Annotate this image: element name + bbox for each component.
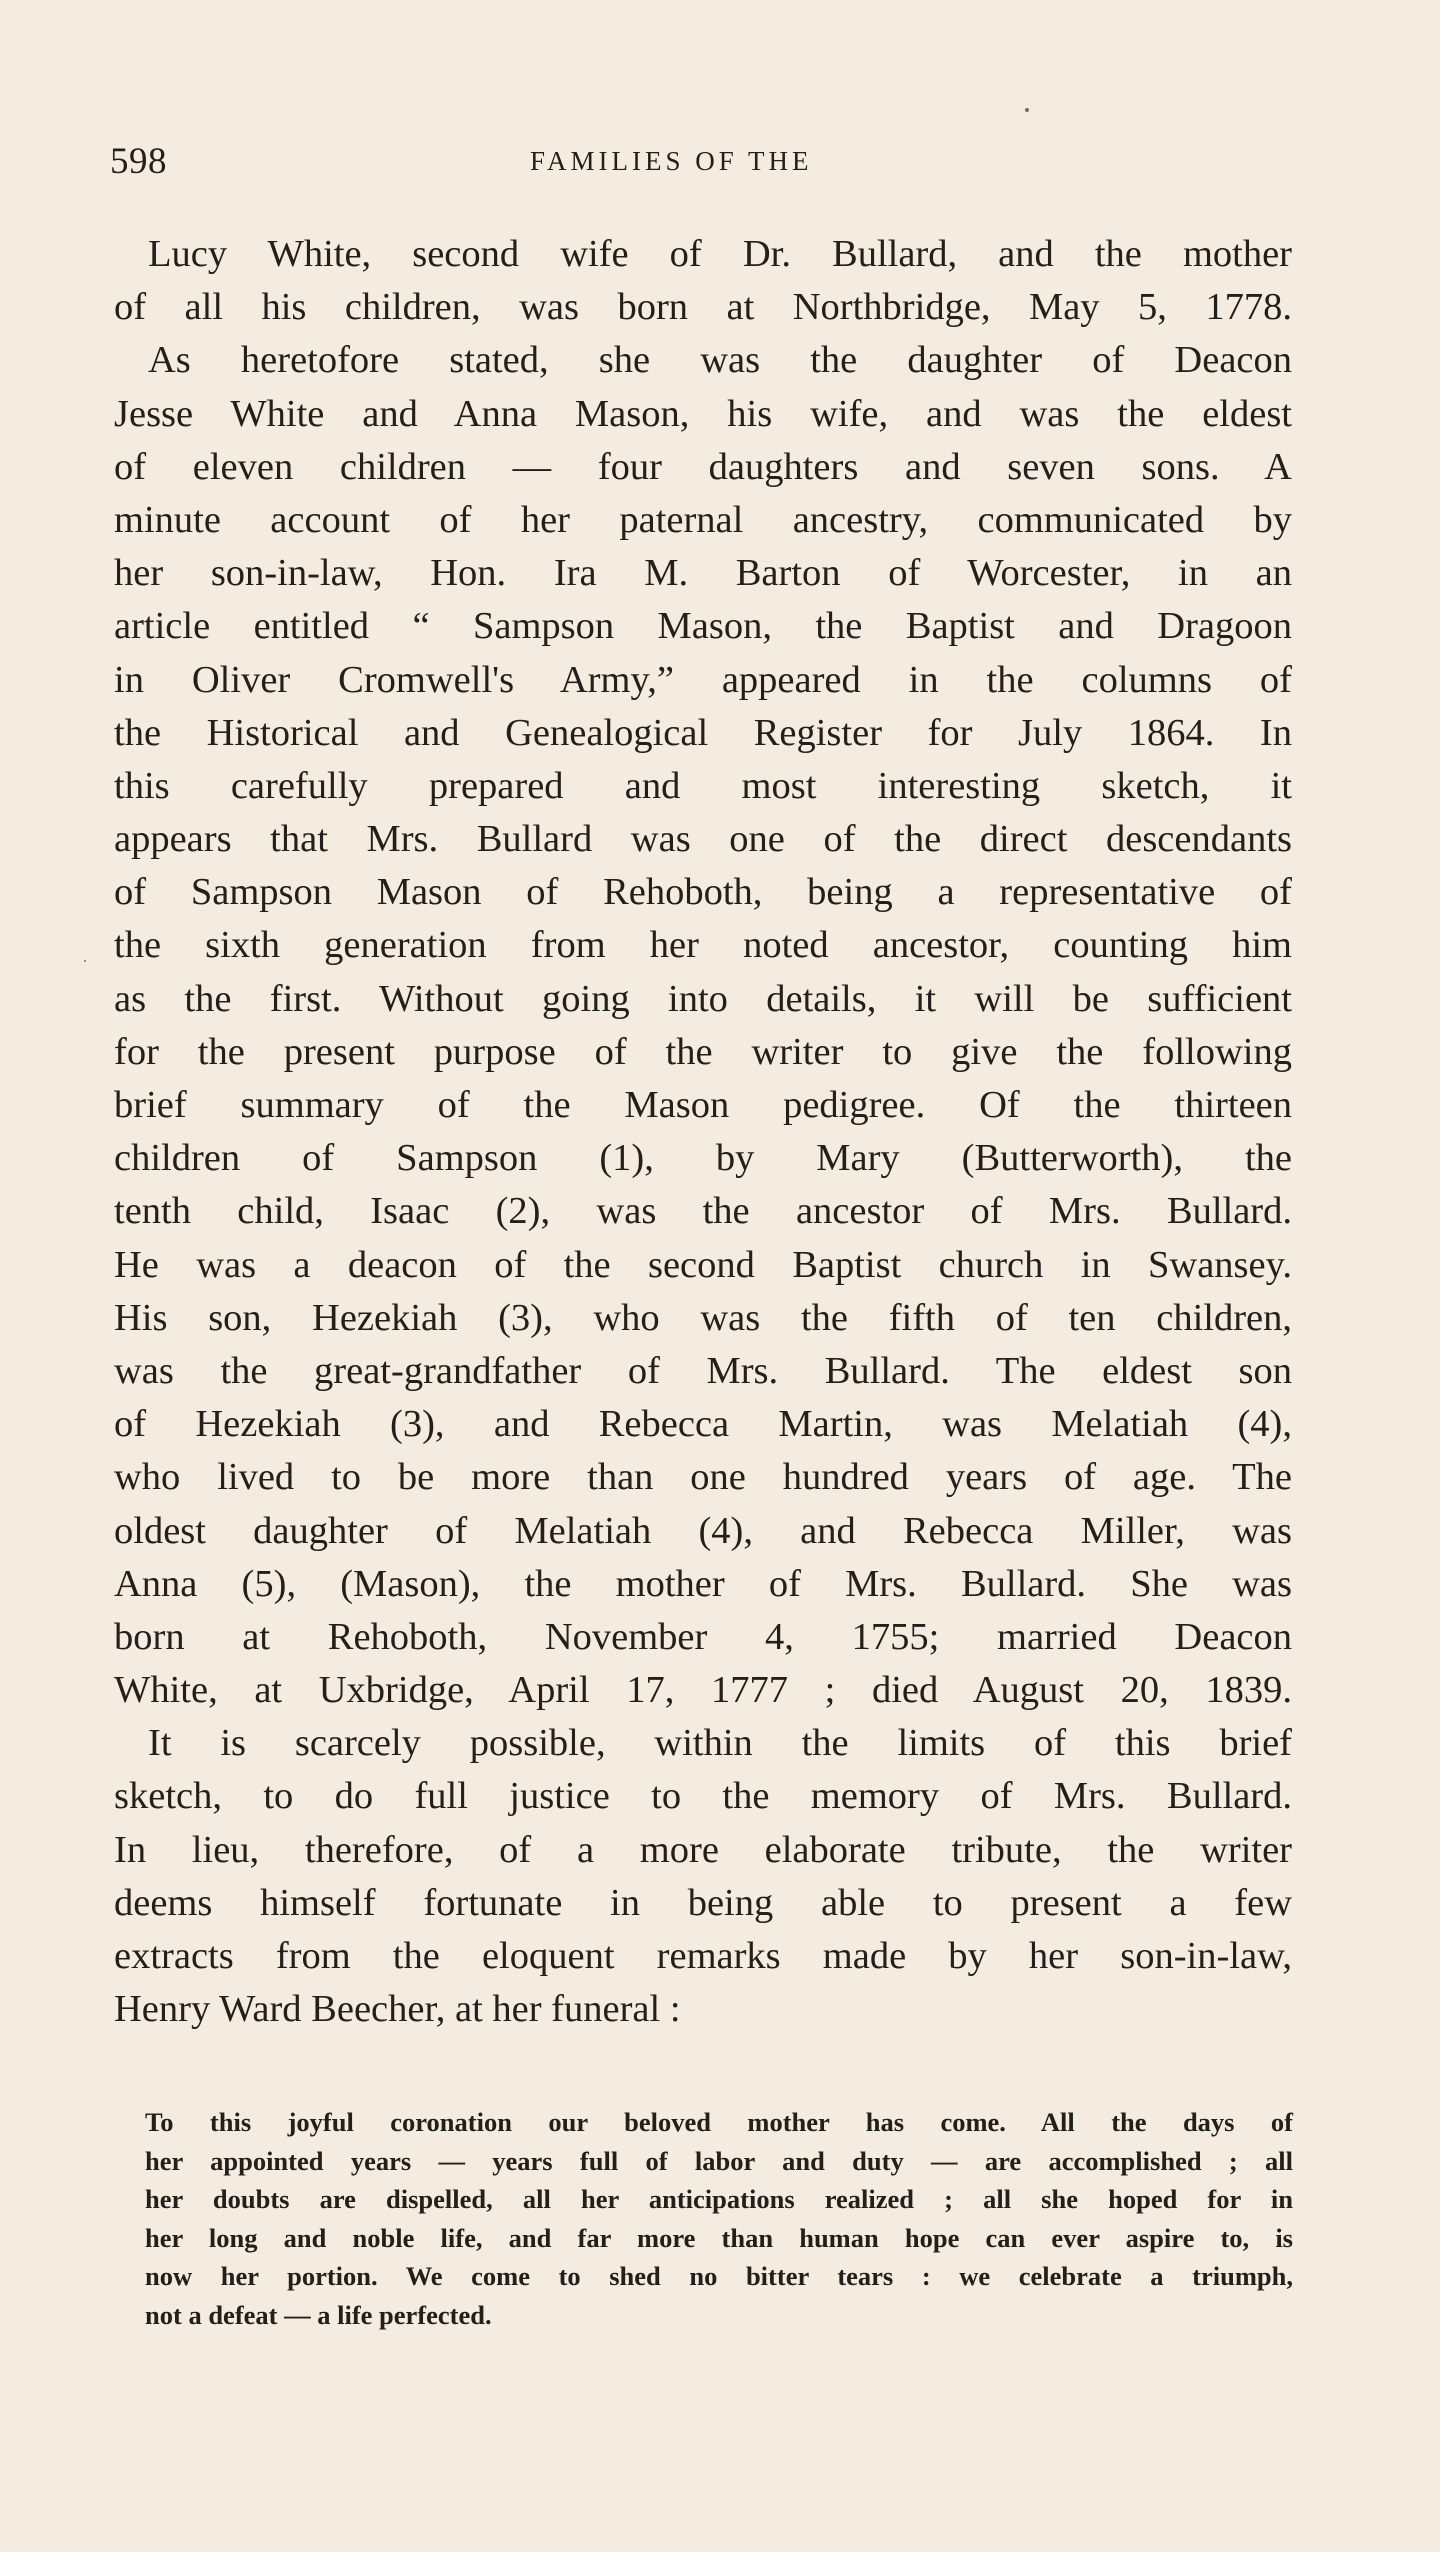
body-line: In lieu, therefore, of a more elaborate tribute, the writer [114, 1828, 1292, 1871]
paper-speck [84, 960, 86, 962]
body-line: minute account of her paternal ancestry, communicated by [114, 498, 1292, 541]
body-line: who lived to be more than one hundred years of age. The [114, 1456, 1292, 1499]
body-line: this carefully prepared and most interesting sketch, it [114, 764, 1292, 807]
body-line: oldest daughter of Melatiah (4), and Rebecca Miller, was [114, 1509, 1292, 1552]
body-line: His son, Hezekiah (3), who was the fifth of ten children, [114, 1296, 1292, 1339]
page-header [110, 140, 1290, 190]
quote-line: her appointed years — years full of labor and duty — are accomplished ; all [145, 2145, 1293, 2176]
quote-line: To this joyful coronation our beloved mother has come. All the days of [145, 2107, 1293, 2137]
body-line: article entitled “ Sampson Mason, the Baptist and Dragoon [114, 605, 1292, 648]
body-line: the sixth generation from her noted ancestor, counting him [114, 924, 1292, 967]
body-line: deems himself fortunate in being able to present a few [114, 1881, 1292, 1924]
body-line: born at Rehoboth, November 4, 1755; married Deacon [114, 1615, 1292, 1658]
body-line: He was a deacon of the second Baptist church in Swansey. [114, 1243, 1292, 1286]
quote-line: her long and noble life, and far more than human hope can ever aspire to, is [145, 2222, 1293, 2253]
running-head: FAMILIES OF THE [530, 146, 813, 176]
body-text [114, 228, 1292, 2036]
body-line: for the present purpose of the writer to give the following [114, 1030, 1292, 1073]
body-line: of all his children, was born at Northbridge, May 5, 1778. [114, 286, 1292, 329]
body-line: Jesse White and Anna Mason, his wife, and was the eldest [114, 392, 1292, 435]
body-line: her son-in-law, Hon. Ira M. Barton of Worcester, in an [114, 552, 1292, 595]
quote-line: not a defeat — a life perfected. [145, 2299, 492, 2330]
body-line: Anna (5), (Mason), the mother of Mrs. Bullard. She was [114, 1562, 1292, 1605]
body-line: was the great-grandfather of Mrs. Bullard. The eldest son [114, 1349, 1292, 1392]
body-line: in Oliver Cromwell's Army,” appeared in the columns of [114, 658, 1292, 701]
body-line: of Sampson Mason of Rehoboth, being a representative of [114, 871, 1292, 914]
quote-line: now her portion. We come to shed no bitter tears : we celebrate a triumph, [145, 2261, 1293, 2292]
block-quote [145, 2103, 1293, 2335]
body-line: the Historical and Genealogical Register for July 1864. In [114, 711, 1292, 754]
body-line: As heretofore stated, she was the daughter of Deacon [148, 339, 1292, 382]
body-line: Henry Ward Beecher, at her funeral : [114, 1988, 681, 2031]
body-line: tenth child, Isaac (2), was the ancestor of Mrs. Bullard. [114, 1190, 1292, 1233]
body-line: appears that Mrs. Bullard was one of the direct descendants [114, 818, 1292, 861]
body-line: sketch, to do full justice to the memory of Mrs. Bullard. [114, 1775, 1292, 1818]
quote-line: her doubts are dispelled, all her anticipations realized ; all she hoped for in [145, 2184, 1293, 2215]
body-line: extracts from the eloquent remarks made by her son-in-law, [114, 1935, 1292, 1977]
body-line: children of Sampson (1), by Mary (Butterworth), the [114, 1137, 1292, 1180]
body-line: of Hezekiah (3), and Rebecca Martin, was Melatiah (4), [114, 1403, 1292, 1446]
page-number: 598 [110, 141, 167, 182]
body-line: Lucy White, second wife of Dr. Bullard, and the mother [148, 233, 1292, 275]
body-line: of eleven children — four daughters and seven sons. A [114, 445, 1292, 488]
body-line: White, at Uxbridge, April 17, 1777 ; died August 20, 1839. [114, 1669, 1292, 1712]
body-line: brief summary of the Mason pedigree. Of the thirteen [114, 1084, 1292, 1126]
body-line: as the first. Without going into details, it will be sufficient [114, 977, 1292, 1020]
paper-speck [1025, 108, 1029, 112]
body-line: It is scarcely possible, within the limits of this brief [148, 1722, 1292, 1765]
